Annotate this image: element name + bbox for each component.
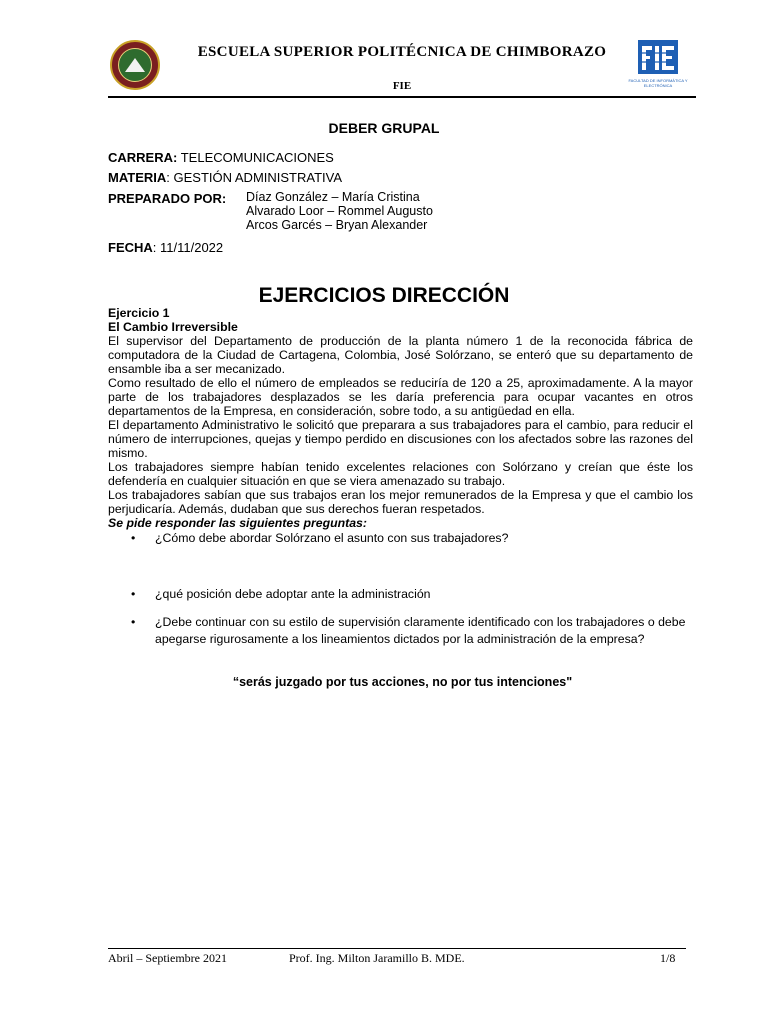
author-name: Alvarado Loor – Rommel Augusto xyxy=(246,204,433,218)
carrera-label: CARRERA: xyxy=(108,150,178,165)
fie-logo-caption: FACULTAD DE INFORMÁTICA Y ELECTRÓNICA xyxy=(628,78,688,88)
paragraph: Como resultado de ello el número de empleados se reduciría de 120 a 25, aproximadamente. A la mayor parte de los trabajadores desplazados se les daría preferencia para ocupar vacantes en otros departamentos de la Empresa, en consideración, sobre todo, a su antigüedad en ella. xyxy=(108,376,693,418)
footer-divider xyxy=(108,948,686,949)
header-divider xyxy=(108,96,696,98)
author-name: Arcos Garcés – Bryan Alexander xyxy=(246,218,428,232)
paragraph: El supervisor del Departamento de producción de la planta número 1 de la reconocida fábrica de computadora de la Ciudad de Cartagena, Colombia, José Solórzano, se enteró que su departamento de ensamble iba a ser mecanizado. xyxy=(108,334,693,376)
question-item: ¿qué posición debe adoptar ante la administración xyxy=(155,587,431,601)
carrera-value: TELECOMUNICACIONES xyxy=(177,150,334,165)
fecha-value: : 11/11/2022 xyxy=(152,240,224,255)
questions-intro: Se pide responder las siguientes preguntas: xyxy=(108,516,367,530)
page-header xyxy=(108,36,696,98)
bullet-marker: • xyxy=(131,531,136,545)
materia-field xyxy=(108,170,342,185)
footer-period: Abril – Septiembre 2021 xyxy=(108,951,227,965)
case-title: El Cambio Irreversible xyxy=(108,320,238,334)
exercise-heading: Ejercicio 1 xyxy=(108,306,170,320)
fecha-label: FECHA xyxy=(108,240,153,255)
bullet-marker: • xyxy=(131,615,136,629)
page-number: 1/8 xyxy=(660,951,676,965)
carrera-field xyxy=(108,150,334,165)
materia-value: : GESTIÓN ADMINISTRATIVA xyxy=(166,170,343,185)
document-title: DEBER GRUPAL xyxy=(328,120,440,136)
question-item: ¿Debe continuar con su estilo de supervisión claramente identificado con los trabajadores o debe apegarse rigurosamente a los lineamientos dictados por la administración de la empresa? xyxy=(155,615,686,646)
author-name: Díaz González – María Cristina xyxy=(246,190,420,204)
faculty-label: FIE xyxy=(392,80,412,92)
paragraph: Los trabajadores siempre habían tenido excelentes relaciones con Solórzano y creían que éste los defendería en cualquier situación en que se viera amenazado su trabajo. xyxy=(108,460,693,488)
paragraph: El departamento Administrativo le solicitó que preparara a sus trabajadores para el cambio, para reducir el número de interrupciones, quejas y tiempo perdido en discusiones con los afectados sobre las razones del mismo. xyxy=(108,418,693,460)
closing-quote: “serás juzgado por tus acciones, no por tus intenciones" xyxy=(232,675,573,689)
authors-list xyxy=(246,190,433,232)
footer-professor: Prof. Ing. Milton Jaramillo B. MDE. xyxy=(289,951,465,965)
fecha-field xyxy=(108,240,223,255)
question-item: ¿Cómo debe abordar Solórzano el asunto con sus trabajadores? xyxy=(155,531,509,545)
preparado-field xyxy=(108,191,226,206)
exercise-body xyxy=(108,306,693,530)
bullet-marker: • xyxy=(131,587,136,601)
materia-label: MATERIA xyxy=(108,170,167,185)
paragraph: Los trabajadores sabían que sus trabajos eran los mejor remunerados de la Empresa y que el cambio los perjudicaría. Además, dudaban que sus derechos fueran respetados. xyxy=(108,488,693,516)
section-title: EJERCICIOS DIRECCIÓN xyxy=(258,284,510,307)
preparado-label: PREPARADO POR: xyxy=(108,191,227,206)
fie-logo xyxy=(638,40,678,74)
school-name: ESCUELA SUPERIOR POLITÉCNICA DE CHIMBORAZO xyxy=(197,44,607,60)
